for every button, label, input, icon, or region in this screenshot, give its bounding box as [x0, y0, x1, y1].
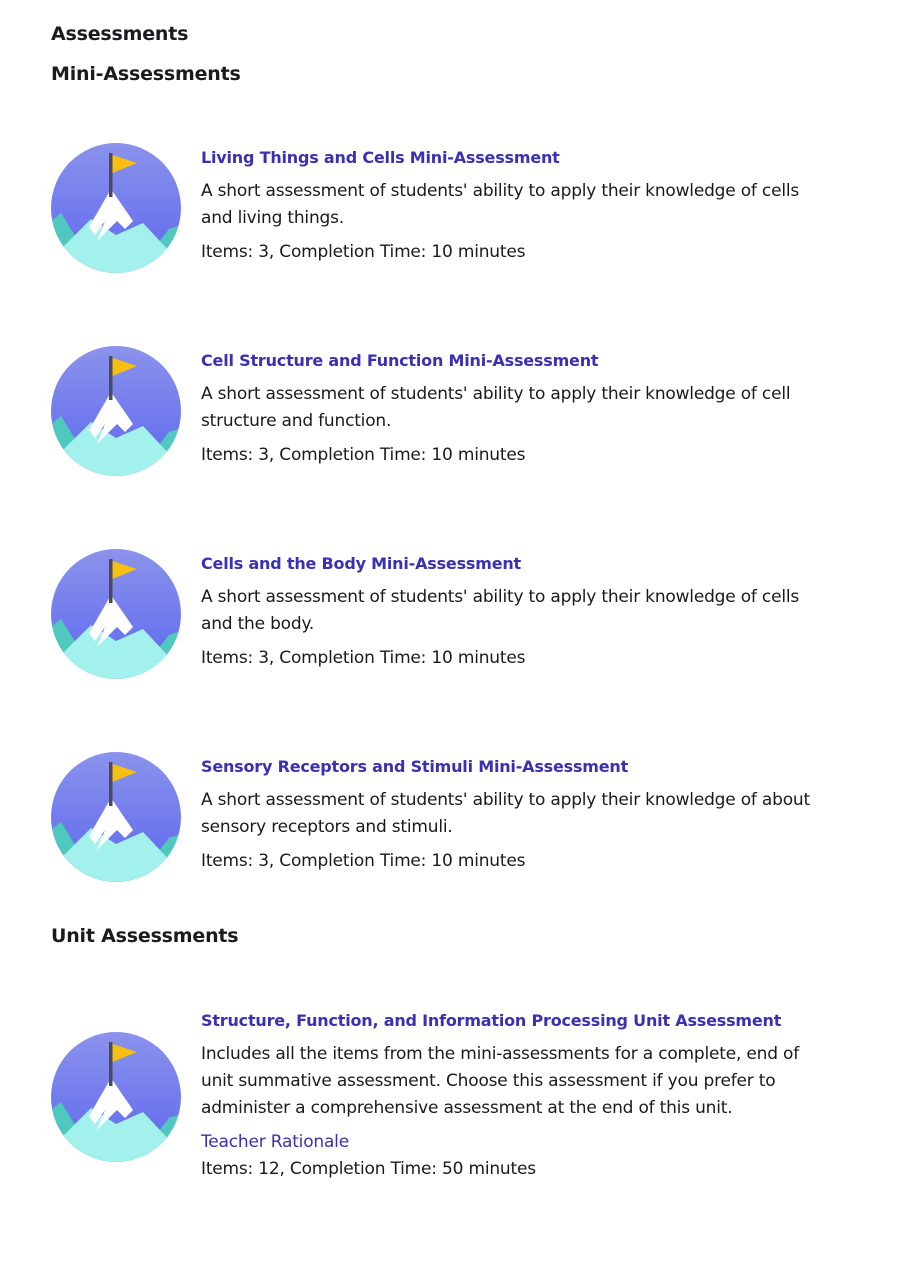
mountain-flag-icon — [51, 143, 181, 273]
assessment-description: A short assessment of students' ability to apply their knowledge of cell structure and function. — [201, 384, 791, 431]
assessment-meta: Items: 3, Completion Time: 10 minutes — [201, 648, 526, 668]
assessment-title-link[interactable]: Living Things and Cells Mini-Assessment — [201, 148, 560, 167]
assessment-description: A short assessment of students' ability to apply their knowledge of cells and living things. — [201, 181, 800, 228]
assessment-description: A short assessment of students' ability to apply their knowledge of cells and the body. — [201, 587, 800, 634]
mountain-flag-icon — [51, 346, 181, 476]
assessment-meta: Items: 12, Completion Time: 50 minutes — [201, 1159, 536, 1179]
assessment-description: Includes all the items from the mini-assessments for a complete, end of unit summative assessment. Choose this assessment if you prefer to administer a comprehensive assessment at the end of this unit. — [201, 1044, 800, 1118]
assessment-meta: Items: 3, Completion Time: 10 minutes — [201, 445, 526, 465]
assessment-title-link[interactable]: Sensory Receptors and Stimuli Mini-Assessment — [201, 757, 629, 776]
teacher-rationale-link[interactable]: Teacher Rationale — [201, 1132, 349, 1152]
mountain-flag-icon — [51, 752, 181, 882]
mountain-flag-icon — [51, 549, 181, 679]
assessment-description: A short assessment of students' ability to apply their knowledge of about sensory receptors and stimuli. — [201, 790, 810, 837]
assessment-meta: Items: 3, Completion Time: 10 minutes — [201, 242, 526, 262]
assessment-title-link[interactable]: Structure, Function, and Information Processing Unit Assessment — [201, 1011, 782, 1030]
unit-assessments-heading: Unit Assessments — [51, 925, 239, 947]
assessment-title-link[interactable]: Cell Structure and Function Mini-Assessment — [201, 351, 599, 370]
mini-assessments-heading: Mini-Assessments — [51, 63, 241, 85]
page-title: Assessments — [51, 23, 189, 45]
mountain-flag-icon — [51, 1032, 181, 1162]
assessment-title-link[interactable]: Cells and the Body Mini-Assessment — [201, 554, 521, 573]
assessment-meta: Items: 3, Completion Time: 10 minutes — [201, 851, 526, 871]
